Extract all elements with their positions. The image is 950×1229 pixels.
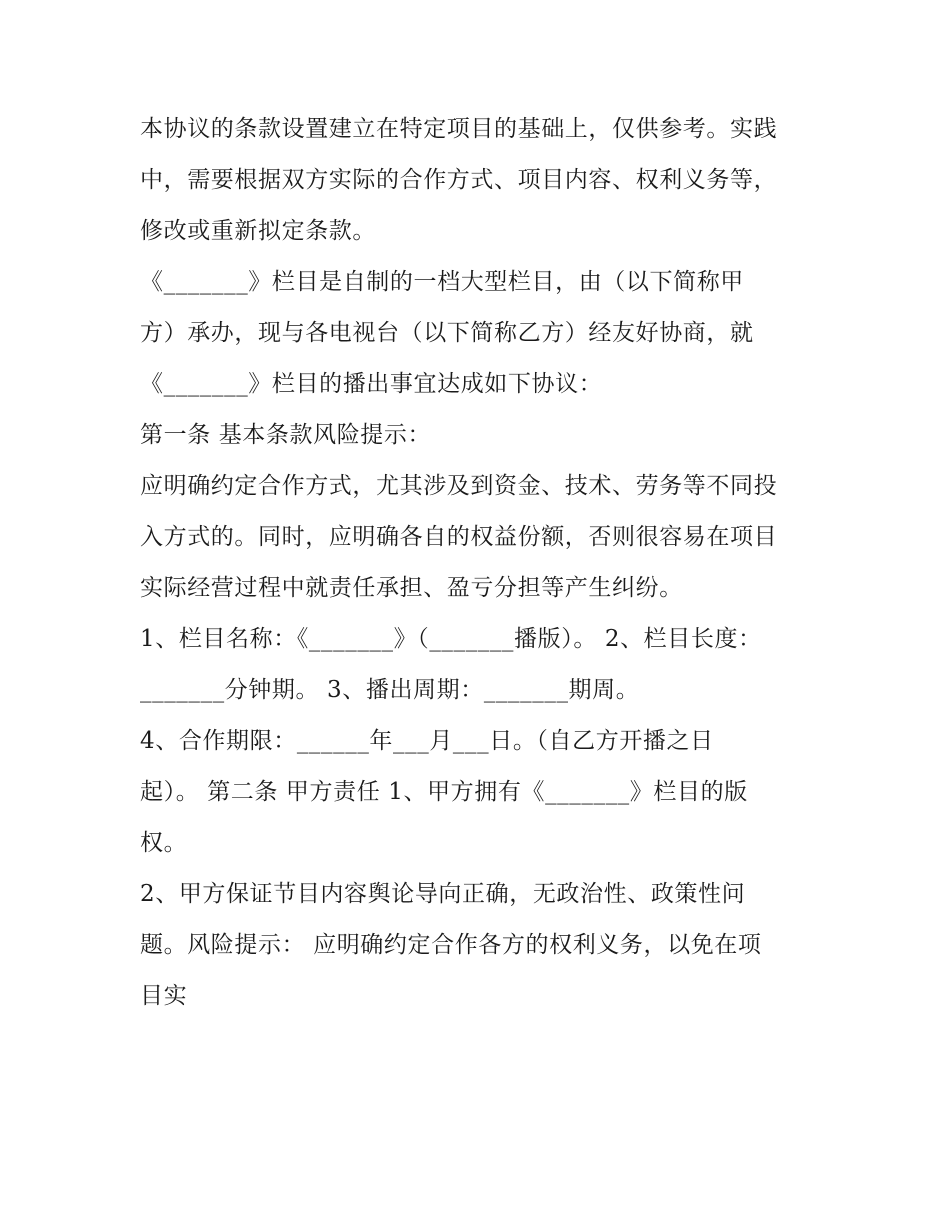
document-body [140,104,830,1022]
text-line: _______分钟期。 3、播出周期：_______期周。 [140,677,640,703]
text-line: 《_______》栏目是自制的一档大型栏目，由（以下简称甲 [140,269,744,295]
text-line: 题。风险提示： 应明确约定合作各方的权利义务，以免在项 [140,932,762,958]
text-line: 起）。 第二条 甲方责任 1、甲方拥有《_______》栏目的版 [140,779,748,805]
text-line: 4、合作期限：______年___月___日。（自乙方开播之日 [140,728,714,754]
text-line: 1、栏目名称：《_______》（_______播版）。 2、栏目长度： [140,626,762,652]
text-line: 权。 [140,830,188,856]
text-line: 中，需要根据双方实际的合作方式、项目内容、权利义务等， [140,167,778,193]
text-line: 实际经营过程中就责任承担、盈亏分担等产生纠纷。 [140,575,683,601]
text-line: 本协议的条款设置建立在特定项目的基础上，仅供参考。实践 [140,116,778,142]
section-heading: 第一条 基本条款风险提示： [140,422,432,448]
text-line: 应明确约定合作方式，尤其涉及到资金、技术、劳务等不同投 [140,473,778,499]
text-line: 《_______》栏目的播出事宜达成如下协议： [140,371,603,397]
text-line: 2、甲方保证节目内容舆论导向正确，无政治性、政策性问 [140,881,746,907]
text-line: 入方式的。同时，应明确各自的权益份额，否则很容易在项目 [140,524,778,550]
text-line: 目实 [140,983,188,1009]
text-line: 方）承办，现与各电视台（以下简称乙方）经友好协商，就 [140,320,754,346]
text-line: 修改或重新拟定条款。 [140,218,376,244]
